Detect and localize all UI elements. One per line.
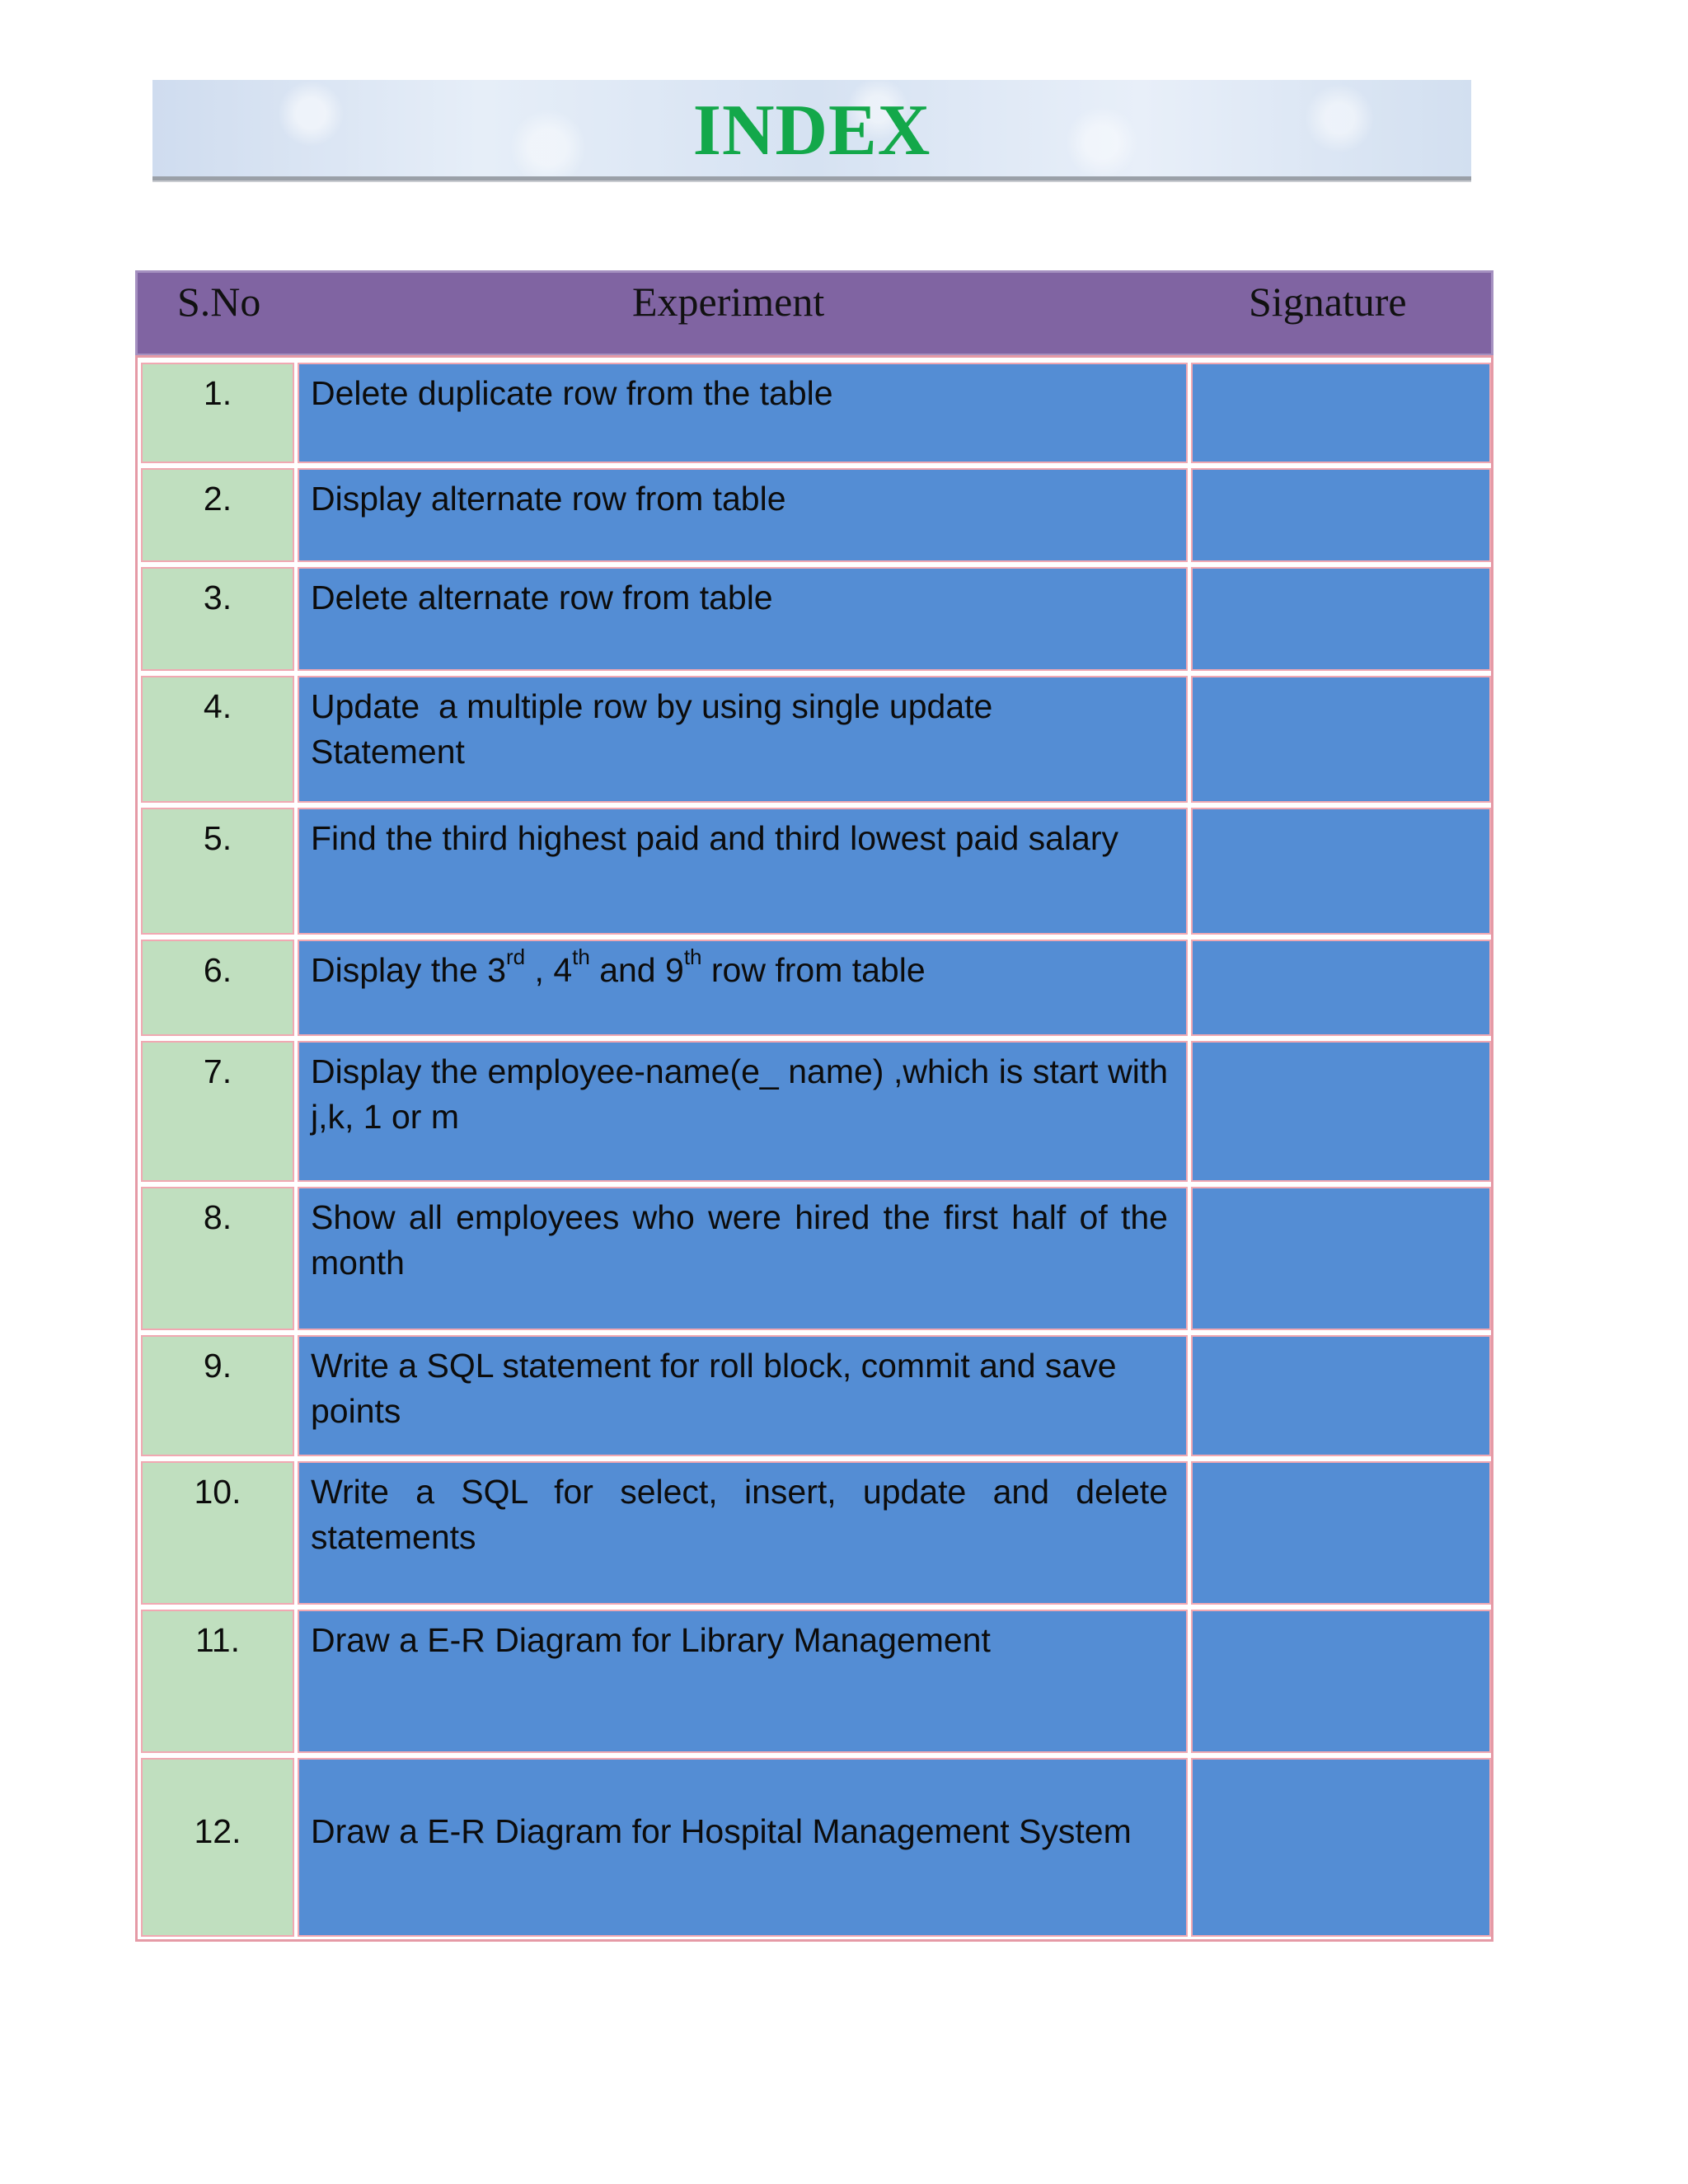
signature-cell <box>1191 940 1491 1036</box>
table-row <box>138 673 1491 805</box>
page-title: INDEX <box>692 91 931 171</box>
sno-cell: 8. <box>141 1187 294 1330</box>
sno-cell: 6. <box>141 940 294 1036</box>
sno-cell: 9. <box>141 1335 294 1456</box>
experiment-text-part: and 9 <box>589 951 684 989</box>
table-body <box>135 355 1493 1942</box>
sno-cell: 2. <box>141 468 294 562</box>
superscript: th <box>572 944 590 970</box>
experiment-text-part: Display the 3 <box>311 951 507 989</box>
signature-cell <box>1191 1461 1491 1605</box>
table-row <box>138 805 1491 937</box>
sno-cell: 11. <box>141 1610 294 1753</box>
signature-cell <box>1191 567 1491 671</box>
sno-cell: 7. <box>141 1041 294 1182</box>
signature-cell <box>1191 1041 1491 1182</box>
sno-cell: 3. <box>141 567 294 671</box>
experiment-cell: Find the third highest paid and third lowest paid salary <box>298 808 1188 935</box>
table-row <box>138 1607 1491 1755</box>
signature-cell <box>1191 676 1491 803</box>
table-row <box>138 1038 1491 1184</box>
signature-cell <box>1191 468 1491 562</box>
header-experiment: Experiment <box>632 279 825 325</box>
table-row <box>138 466 1491 565</box>
experiment-cell: Display the employee-name(e_ name) ,which is start with j,k, 1 or m <box>298 1041 1188 1182</box>
header-signature: Signature <box>1249 279 1407 325</box>
sno-cell: 12. <box>141 1758 294 1937</box>
table-row <box>138 1184 1491 1333</box>
experiment-cell: Show all employees who were hired the first half of the month <box>298 1187 1188 1330</box>
experiment-cell: Write a SQL for select, insert, update and delete statements <box>298 1461 1188 1605</box>
experiment-text-part: , 4 <box>525 951 573 989</box>
experiment-cell: Delete duplicate row from the table <box>298 363 1188 463</box>
table-header <box>135 270 1493 356</box>
signature-cell <box>1191 1610 1491 1753</box>
superscript: rd <box>506 944 526 970</box>
experiment-cell: Draw a E-R Diagram for Hospital Management System <box>298 1758 1188 1937</box>
signature-cell <box>1191 1335 1491 1456</box>
experiment-cell: Update a multiple row by using single update Statement <box>298 676 1188 803</box>
signature-cell <box>1191 363 1491 463</box>
sno-cell: 10. <box>141 1461 294 1605</box>
signature-cell <box>1191 1758 1491 1937</box>
table-row <box>138 360 1491 466</box>
experiment-text-part: row from table <box>701 951 926 989</box>
sno-cell: 4. <box>141 676 294 803</box>
signature-cell <box>1191 808 1491 935</box>
table-row <box>138 565 1491 673</box>
experiment-cell: Delete alternate row from table <box>298 567 1188 671</box>
signature-cell <box>1191 1187 1491 1330</box>
table-row <box>138 937 1491 1038</box>
experiment-cell: Display alternate row from table <box>298 468 1188 562</box>
superscript: th <box>683 944 702 970</box>
title-banner <box>152 80 1471 180</box>
experiment-cell: Draw a E-R Diagram for Library Management <box>298 1610 1188 1753</box>
sno-cell: 1. <box>141 363 294 463</box>
experiment-cell: Write a SQL statement for roll block, commit and save points <box>298 1335 1188 1456</box>
header-sno: S.No <box>177 279 261 325</box>
sno-cell: 5. <box>141 808 294 935</box>
table-row <box>138 1459 1491 1607</box>
table-row <box>138 1333 1491 1459</box>
experiment-cell <box>298 940 1188 1036</box>
table-row <box>138 1755 1491 1939</box>
